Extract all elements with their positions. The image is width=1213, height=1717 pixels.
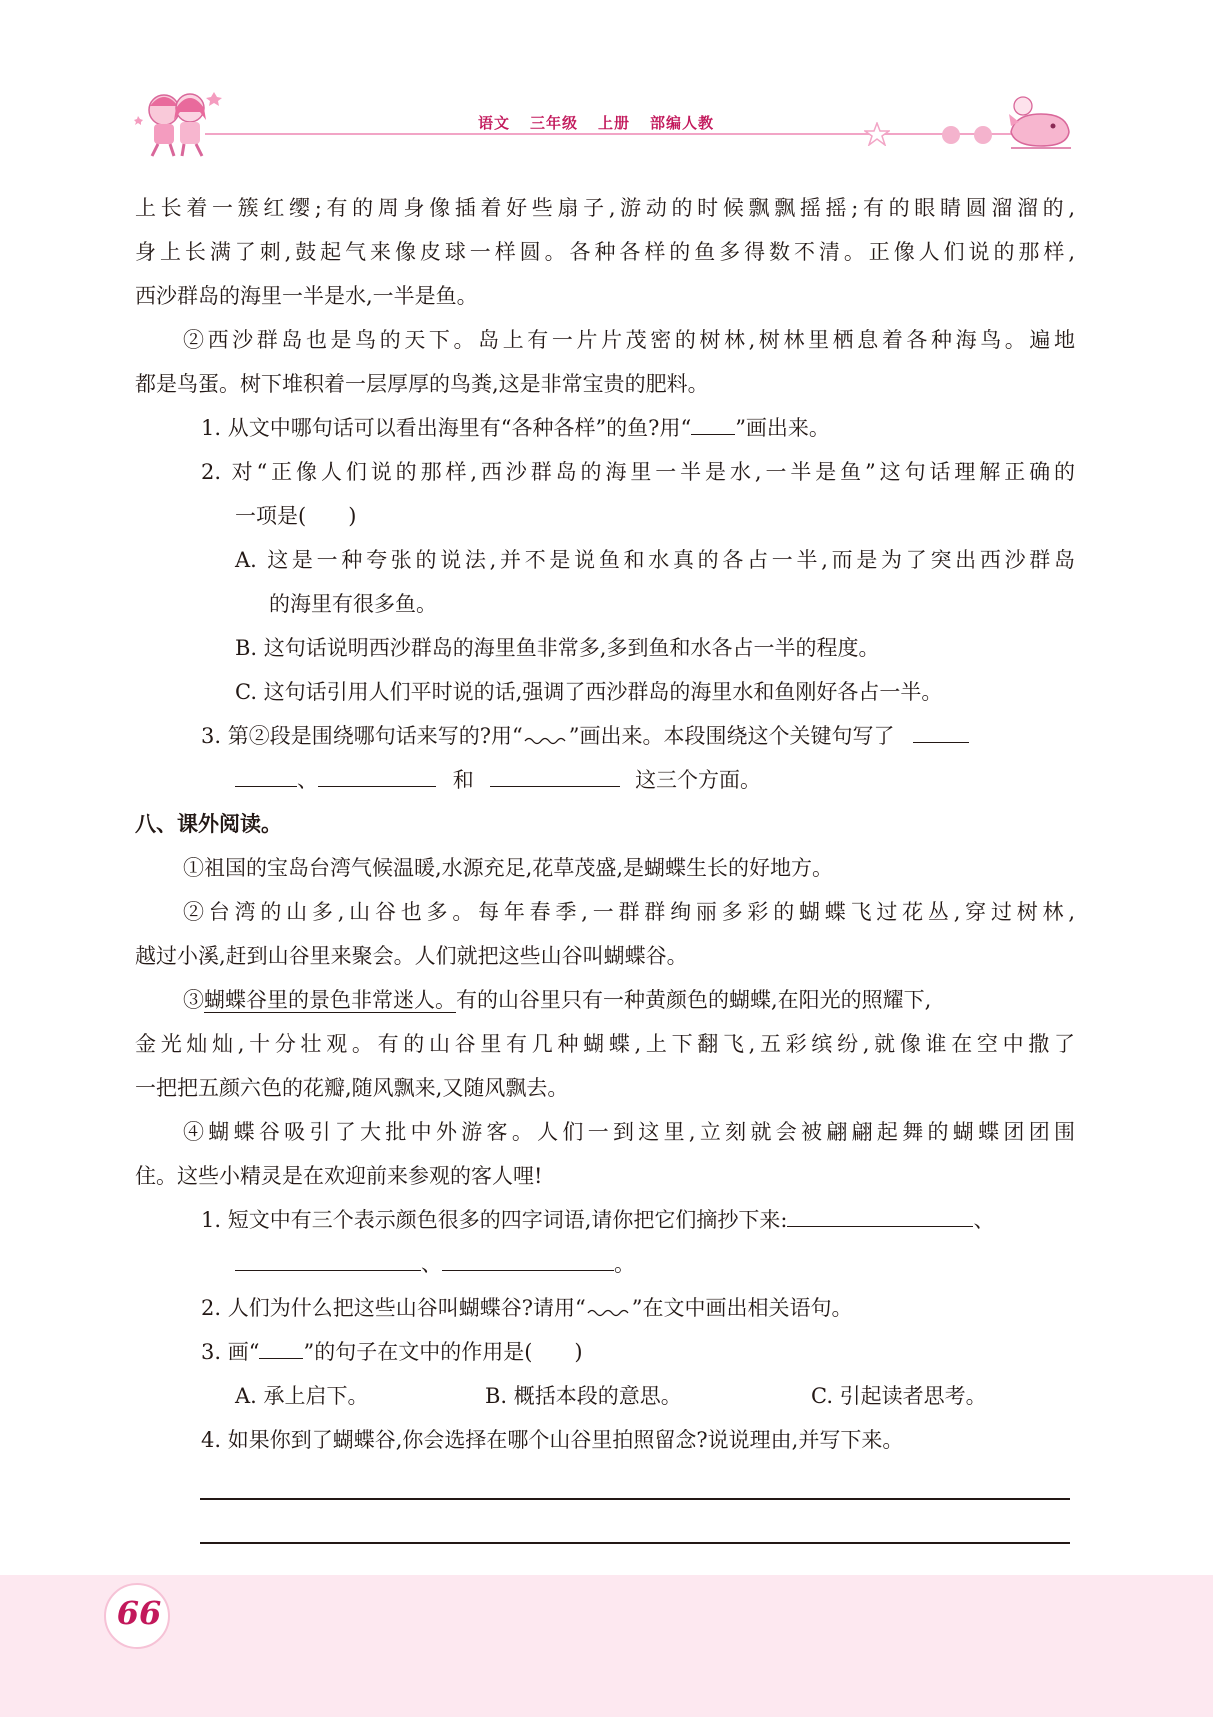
question-7-3-line2 [135,758,1075,802]
wavy-underline-sample [523,721,569,743]
page-number: 66 [116,1594,162,1632]
option-b: B. 这句话说明西沙群岛的海里鱼非常多,多到鱼和水各占一半的程度。 [235,636,880,660]
page-footer [0,1575,1213,1717]
question-text: 3. 第②段是围绕哪句话来写的?用“ [201,724,523,748]
answer-blank[interactable] [442,1246,614,1271]
question-text: ”的句子在文中的作用是( ) [303,1340,583,1364]
question-8-3-options [135,1374,1075,1418]
answer-blank[interactable] [787,1202,973,1227]
question-text: 2. 人们为什么把这些山谷叫蝴蝶谷?请用“ [201,1296,586,1320]
header-grade: 三年级 [530,114,579,132]
key-sentence: 蝴蝶谷里的景色非常迷人。 [204,988,456,1012]
article-paragraph-2-line2: 越过小溪,赶到山谷里来聚会。人们就把这些山谷叫蝴蝶谷。 [135,944,688,968]
option-a-line1: A. 这是一种夸张的说法,并不是说鱼和水真的各占一半,而是为了突出西沙群岛 [235,548,1075,572]
separator: 。 [614,1252,635,1276]
article-paragraph-4-line2: 住。这些小精灵是在欢迎前来参观的客人哩! [135,1164,543,1188]
paragraph-number: ③ [183,988,204,1012]
answer-blank[interactable] [235,1246,421,1271]
answer-blank[interactable] [490,762,620,787]
question-8-4: 4. 如果你到了蝴蝶谷,你会选择在哪个山谷里拍照留念?说说理由,并写下来。 [201,1428,904,1452]
separator: 、 [297,768,318,792]
page-header [0,0,1213,170]
question-text: 3. 画“ [201,1340,260,1364]
conjunction: 和 [452,768,474,792]
question-7-1 [135,406,1075,450]
dot-decoration [974,126,992,144]
question-8-1-line2 [135,1242,1075,1286]
main-content [135,186,1075,1462]
whale-illustration-icon [1005,92,1075,152]
question-text: 1. 从文中哪句话可以看出海里有“各种各样”的鱼?用“ [201,416,692,440]
header-volume: 上册 [598,114,631,132]
question-8-3 [135,1330,1075,1374]
question-7-2-line2: 一项是( ) [235,504,357,528]
separator: 、 [421,1252,442,1276]
option-a-line2: 的海里有很多鱼。 [269,592,437,616]
header-divider [205,133,1025,135]
separator: 、 [973,1208,995,1232]
header-subject: 语文 [478,114,511,132]
passage-line: 身上长满了刺,鼓起气来像皮球一样圆。各种各样的鱼多得数不清。正像人们说的那样, [135,240,1075,264]
star-icon [864,122,890,146]
article-paragraph-1: ①祖国的宝岛台湾气候温暖,水源充足,花草茂盛,是蝴蝶生长的好地方。 [183,856,834,880]
option-c: C. 引起读者思考。 [811,1384,987,1408]
answer-blank[interactable] [913,718,969,743]
passage-paragraph-2-line2: 都是鸟蛋。树下堆积着一层厚厚的鸟粪,这是非常宝贵的肥料。 [135,372,709,396]
underline-sample [259,1334,303,1359]
question-7-2-line1: 2. 对“正像人们说的那样,西沙群岛的海里一半是水,一半是鱼”这句话理解正确的 [201,460,1075,484]
question-text: 1. 短文中有三个表示颜色很多的四字词语,请你把它们摘抄下来: [201,1208,788,1232]
option-c: C. 这句话引用人们平时说的话,强调了西沙群岛的海里水和鱼刚好各占一半。 [235,680,943,704]
article-paragraph-3-line3: 一把把五颜六色的花瓣,随风飘来,又随风飘去。 [135,1076,569,1100]
wavy-underline-sample [586,1293,632,1315]
answer-blank[interactable] [318,762,436,787]
passage-line: 西沙群岛的海里一半是水,一半是鱼。 [135,284,478,308]
answer-line[interactable] [200,1542,1070,1544]
header-edition: 部编人教 [650,114,715,132]
article-paragraph-3-line2: 金光灿灿,十分壮观。有的山谷里有几种蝴蝶,上下翻飞,五彩缤纷,就像谁在空中撒了 [135,1032,1075,1056]
question-text: ”在文中画出相关语句。 [631,1296,853,1320]
question-text: 这三个方面。 [635,768,762,792]
question-8-2 [135,1286,1075,1330]
question-text: ”画出来。 [735,416,830,440]
passage-paragraph-2-line1: ②西沙群岛也是鸟的天下。岛上有一片片茂密的树林,树林里栖息着各种海鸟。遍地 [183,328,1075,352]
option-b: B. 概括本段的意思。 [485,1384,682,1408]
question-7-3-line1 [135,714,1075,758]
article-paragraph-3-line1 [135,978,1075,1022]
question-8-1-line1 [135,1198,1075,1242]
passage-line: 上长着一簇红缨;有的周身像插着好些扇子,游动的时候飘飘摇摇;有的眼睛圆溜溜的, [135,196,1075,220]
underline-sample [691,410,735,435]
article-paragraph-4-line1: ④蝴蝶谷吸引了大批中外游客。人们一到这里,立刻就会被翩翩起舞的蝴蝶团团围 [183,1120,1075,1144]
section-heading: 八、课外阅读。 [135,812,282,836]
dot-decoration [942,126,960,144]
article-paragraph-2-line1: ②台湾的山多,山谷也多。每年春季,一群群绚丽多彩的蝴蝶飞过花丛,穿过树林, [183,900,1075,924]
question-text: ”画出来。本段围绕这个关键句写了 [568,724,895,748]
answer-blank[interactable] [235,762,297,787]
answer-line[interactable] [200,1498,1070,1500]
header-title [478,112,734,133]
paragraph-text: 有的山谷里只有一种黄颜色的蝴蝶,在阳光的照耀下, [456,988,932,1012]
option-a: A. 承上启下。 [235,1384,369,1408]
children-illustration-icon [130,86,225,158]
